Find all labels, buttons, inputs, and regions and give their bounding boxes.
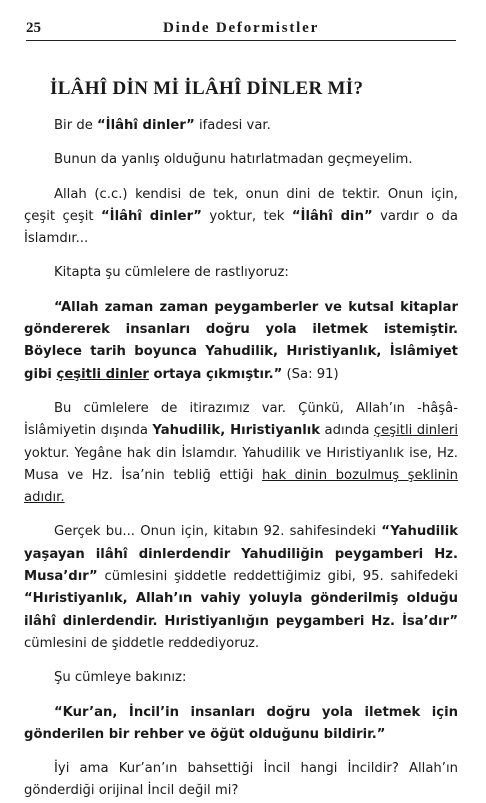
quote-text: “Kur’an, İncil’in insanları doğru yola iletmek için gönderilen bir rehber ve öğüt olduğunu bildirir.”: [24, 704, 458, 742]
body-text: [24, 115, 458, 803]
text-run: yoktur, tek: [201, 208, 292, 224]
bold-phrase: “İlâhî dinler”: [101, 208, 202, 224]
page-header: [26, 18, 456, 41]
text-run: Kitapta şu cümlelere de rastlıyoruz:: [54, 265, 289, 281]
running-title: Dinde Deformistler: [162, 20, 320, 36]
quote-2: [24, 702, 458, 747]
text-run: Şu cümleye bakınız:: [54, 670, 187, 686]
quote-text: “Allah zaman zaman peygamberler ve kutsal kitaplar göndererek insanları doğru yola iletmek istemiştir. Böylece tarih boyunca Yahudilik, Hıristiyanlık, İslâmiyet gibi: [24, 299, 458, 382]
section-heading: İLÂHÎ DİN Mİ İLÂHÎ DİNLER Mİ?: [50, 78, 364, 99]
text-run: Gerçek bu... Onun için, kitabın 92. sahifesindeki: [54, 524, 382, 540]
bold-phrase: “İlâhî din”: [291, 208, 373, 224]
text-run: adında: [320, 423, 374, 439]
paragraph-6: [24, 398, 458, 509]
underlined-phrase: çeşitli dinler: [56, 366, 149, 382]
bold-phrase: “Yahudilik yaşayan ilâhî dinlerdendir Yahudiliğin peygamberi Hz. Musa’dır”: [24, 524, 458, 585]
underlined-phrase: hak dinin bozulmuş şeklinin adıdır.: [24, 467, 458, 506]
text-run: cümlesini şiddetle reddettiğimiz gibi, 95. sahifedeki: [97, 569, 458, 585]
paragraph-8: [24, 667, 458, 689]
text-run: Bu cümlelere de itirazımız var. Çünkü, Allah’ın -hâşâ- İslâmiyetin dışında: [24, 400, 458, 439]
paragraph-10: [24, 758, 458, 803]
text-run: cümlesini de şiddetle reddediyoruz.: [24, 635, 260, 651]
paragraph-4: [24, 262, 458, 284]
bold-phrase: Yahudilik, Hıristiyanlık: [152, 423, 321, 439]
page-reference: (Sa: 91): [282, 366, 339, 382]
text-run: Allah (c.c.) kendisi de tek, onun dini de tektir. Onun için, çeşit çeşit: [24, 186, 458, 224]
text-run: vardır o da İslamdır...: [24, 208, 458, 247]
paragraph-7: [24, 521, 458, 655]
text-run: yoktur. Yegâne hak din İslamdır. Yahudilik ve Hıristiyanlık ise, Hz. Musa ve Hz. İsa’nin tebliğ ettiği: [24, 445, 458, 483]
text-run: ifadesi var.: [194, 118, 271, 133]
text-run: Bir de: [54, 118, 98, 133]
quote-1: [24, 297, 458, 386]
bold-phrase: “Hıristiyanlık, Allah’ın vahiy yoluyla gönderilmiş olduğu ilâhî dinlerdendir. Hıristiyanlığın peygamberi Hz. İsa’dır”: [24, 591, 458, 629]
page-number: 25: [26, 20, 41, 36]
text-run: Bunun da yanlış olduğunu hatırlatmadan geçmeyelim.: [54, 152, 413, 168]
text-run: İyi ama Kur’an’ın bahsettiği İncil hangi İncildir? Allah’ın gönderdiği orijinal İncil değil mi?: [24, 761, 458, 799]
paragraph-2: [24, 149, 458, 171]
underlined-phrase: çeşitli dinleri: [373, 423, 458, 439]
paragraph-1: [24, 115, 458, 137]
quote-text: ortaya çıkmıştır.”: [148, 366, 283, 382]
bold-phrase: “İlâhî dinler”: [97, 118, 195, 133]
paragraph-3: [24, 184, 458, 251]
